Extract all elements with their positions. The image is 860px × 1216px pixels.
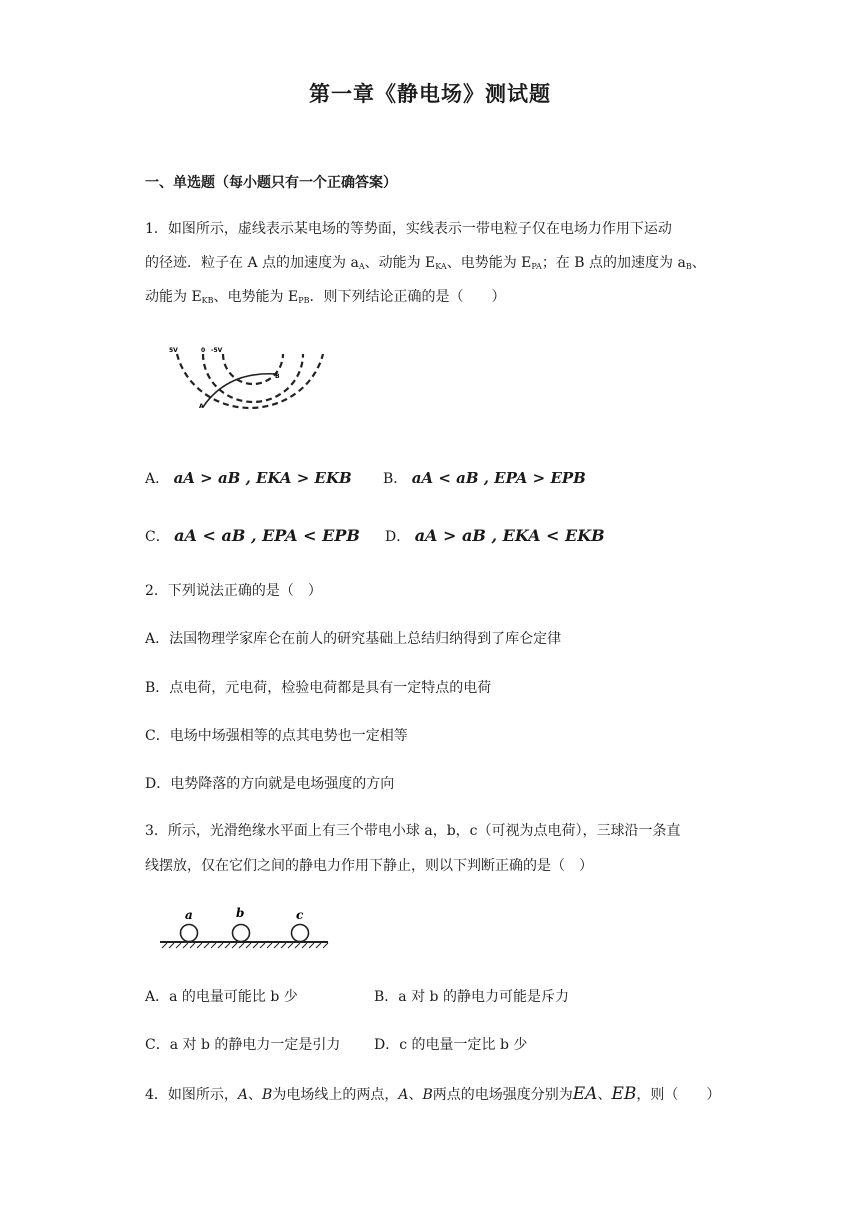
- fig-label-b: B: [275, 373, 280, 380]
- fig-label-a: A: [199, 403, 204, 410]
- ball-a: [181, 925, 198, 942]
- page-title: 第一章《静电场》测试题: [309, 82, 551, 106]
- q4-stem: 4．如图所示，A、B为电场线上的两点，A、B两点的电场强度分别为EA、EB，则（ ）: [145, 1084, 721, 1104]
- q1-equipotential-figure: [165, 342, 325, 432]
- q1-option-a[interactable]: A． aA > aB , EKA > EKB: [145, 469, 352, 487]
- fig-label-0: 0: [201, 347, 206, 354]
- q3-option-c[interactable]: C．a 对 b 的静电力一定是引力: [145, 1037, 341, 1053]
- q3-option-d[interactable]: D．c 的电量一定比 b 少: [374, 1037, 528, 1053]
- q3-stem-line-2: 线摆放，仅在它们之间的静电力作用下静止，则以下判断正确的是（ ）: [145, 858, 593, 874]
- q1-stem-line-2: 的径迹．粒子在 A 点的加速度为 $a_A$、动能为 $E_{KA}$、电势能为 $E_{PA}$；在 B 点的加速度为 $a_B$、: [145, 255, 706, 271]
- ball-label-b: b: [236, 906, 245, 920]
- ball-label-c: c: [296, 908, 304, 922]
- q2-option-a[interactable]: A．法国物理学家库仑在前人的研究基础上总结归纳得到了库仑定律: [145, 631, 562, 647]
- q1-option-d[interactable]: D． aA > aB , EKA < EKB: [385, 526, 605, 545]
- q1-stem-line-3: 动能为 $E_{KB}$、电势能为 $E_{PB}$．则下列结论正确的是（ ）: [145, 289, 506, 305]
- ground-hatching: [162, 943, 328, 948]
- q3-option-b[interactable]: B．a 对 b 的静电力可能是斥力: [374, 989, 569, 1005]
- q1-option-b[interactable]: B． aA < aB , EPA > EPB: [383, 469, 586, 487]
- ball-label-a: a: [185, 908, 193, 922]
- equipotential-inner: [223, 354, 283, 384]
- q1-option-c[interactable]: C． aA < aB , EPA < EPB: [145, 526, 360, 545]
- q2-option-d[interactable]: D．电势降落的方向就是电场强度的方向: [145, 776, 395, 792]
- equipotential-middle: [203, 354, 303, 402]
- section-heading: 一、单选题（每小题只有一个正确答案）: [145, 175, 397, 191]
- ball-c: [292, 925, 309, 942]
- q2-option-b[interactable]: B．点电荷，元电荷，检验电荷都是具有一定特点的电荷: [145, 680, 492, 696]
- q3-balls-figure: [158, 904, 330, 952]
- q2-option-c[interactable]: C．电场中场强相等的点其电势也一定相等: [145, 728, 408, 744]
- particle-trajectory: [203, 374, 277, 407]
- q3-option-a[interactable]: A．a 的电量可能比 b 少: [145, 989, 298, 1005]
- q1-stem-line-1: 1．如图所示，虚线表示某电场的等势面，实线表示一带电粒子仅在电场力作用下运动: [145, 221, 672, 237]
- fig-label-neg5v: -5V: [211, 347, 223, 354]
- q3-stem-line-1: 3．所示，光滑绝缘水平面上有三个带电小球 a，b，c（可视为点电荷），三球沿一条直: [145, 823, 681, 839]
- q2-stem: 2．下列说法正确的是（ ）: [145, 583, 322, 599]
- equipotential-outer: [177, 354, 323, 408]
- ball-b: [233, 925, 250, 942]
- fig-label-5v: 5V: [169, 347, 178, 354]
